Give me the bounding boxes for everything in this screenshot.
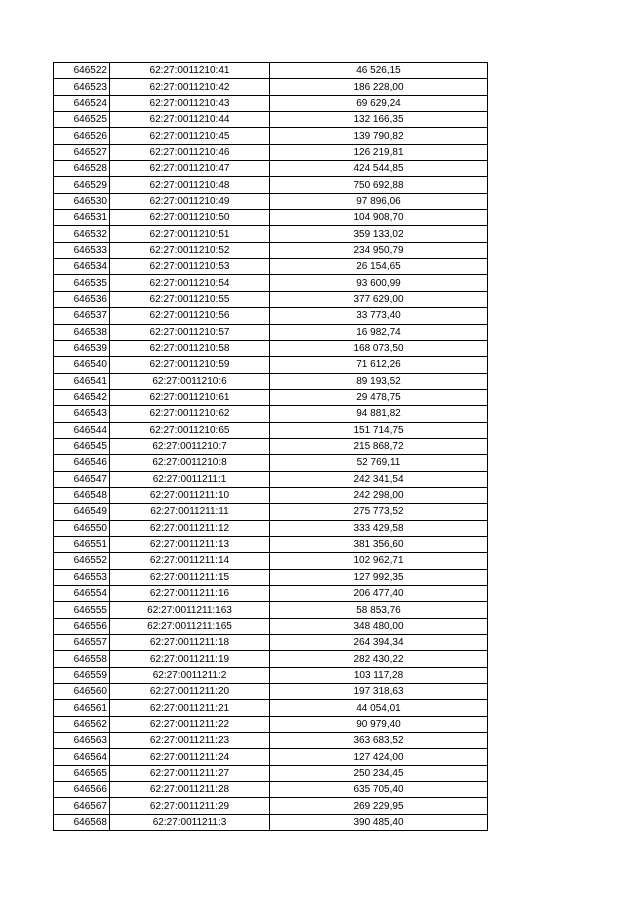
- table-row: [54, 193, 488, 209]
- cadastral-number-cell: 62:27:0011211:165: [110, 618, 270, 634]
- table-row: [54, 471, 488, 487]
- cadastral-value-cell: 363 683,52: [270, 733, 488, 749]
- cadastral-number-cell: 62:27:0011211:163: [110, 602, 270, 618]
- row-number-cell: 646562: [54, 716, 110, 732]
- table-row: [54, 226, 488, 242]
- row-number-cell: 646568: [54, 814, 110, 830]
- row-number-cell: 646541: [54, 373, 110, 389]
- cadastral-number-cell: 62:27:0011210:6: [110, 373, 270, 389]
- table-row: [54, 814, 488, 830]
- cadastral-value-cell: 69 629,24: [270, 95, 488, 111]
- table-row: [54, 340, 488, 356]
- cadastral-number-cell: 62:27:0011211:3: [110, 814, 270, 830]
- cadastral-value-cell: 132 166,35: [270, 112, 488, 128]
- cadastral-value-cell: 93 600,99: [270, 275, 488, 291]
- cadastral-number-cell: 62:27:0011211:23: [110, 733, 270, 749]
- cadastral-value-cell: 197 318,63: [270, 684, 488, 700]
- row-number-cell: 646565: [54, 765, 110, 781]
- cadastral-value-cell: 168 073,50: [270, 340, 488, 356]
- row-number-cell: 646558: [54, 651, 110, 667]
- row-number-cell: 646543: [54, 406, 110, 422]
- row-number-cell: 646534: [54, 259, 110, 275]
- cadastral-number-cell: 62:27:0011211:13: [110, 536, 270, 552]
- table-row: [54, 455, 488, 471]
- cadastral-number-cell: 62:27:0011210:8: [110, 455, 270, 471]
- cadastral-value-cell: 282 430,22: [270, 651, 488, 667]
- cadastral-value-cell: 242 341,54: [270, 471, 488, 487]
- row-number-cell: 646525: [54, 112, 110, 128]
- cadastral-number-cell: 62:27:0011210:52: [110, 242, 270, 258]
- cadastral-value-cell: 151 714,75: [270, 422, 488, 438]
- row-number-cell: 646554: [54, 586, 110, 602]
- cadastral-value-cell: 206 477,40: [270, 586, 488, 602]
- cadastral-value-cell: 333 429,58: [270, 520, 488, 536]
- cadastral-number-cell: 62:27:0011211:1: [110, 471, 270, 487]
- row-number-cell: 646561: [54, 700, 110, 716]
- row-number-cell: 646563: [54, 733, 110, 749]
- cadastral-number-cell: 62:27:0011211:27: [110, 765, 270, 781]
- table-row: [54, 667, 488, 683]
- cadastral-number-cell: 62:27:0011210:56: [110, 308, 270, 324]
- table-row: [54, 406, 488, 422]
- table-row: [54, 128, 488, 144]
- row-number-cell: 646544: [54, 422, 110, 438]
- row-number-cell: 646538: [54, 324, 110, 340]
- cadastral-value-cell: 424 544,85: [270, 161, 488, 177]
- cadastral-value-cell: 127 992,35: [270, 569, 488, 585]
- row-number-cell: 646566: [54, 782, 110, 798]
- table-row: [54, 389, 488, 405]
- row-number-cell: 646555: [54, 602, 110, 618]
- table-row: [54, 373, 488, 389]
- table-row: [54, 79, 488, 95]
- table-row: [54, 651, 488, 667]
- cadastral-value-cell: 58 853,76: [270, 602, 488, 618]
- cadastral-number-cell: 62:27:0011211:29: [110, 798, 270, 814]
- table-row: [54, 569, 488, 585]
- table-row: [54, 177, 488, 193]
- cadastral-number-cell: 62:27:0011210:47: [110, 161, 270, 177]
- cadastral-number-cell: 62:27:0011210:43: [110, 95, 270, 111]
- row-number-cell: 646552: [54, 553, 110, 569]
- row-number-cell: 646556: [54, 618, 110, 634]
- row-number-cell: 646533: [54, 242, 110, 258]
- table-row: [54, 504, 488, 520]
- table-row: [54, 765, 488, 781]
- cadastral-value-cell: 97 896,06: [270, 193, 488, 209]
- table-row: [54, 259, 488, 275]
- cadastral-value-cell: 52 769,11: [270, 455, 488, 471]
- table-row: [54, 733, 488, 749]
- table-row: [54, 749, 488, 765]
- table-row: [54, 242, 488, 258]
- table-row: [54, 422, 488, 438]
- table-row: [54, 716, 488, 732]
- cadastral-value-cell: 94 881,82: [270, 406, 488, 422]
- cadastral-number-cell: 62:27:0011211:20: [110, 684, 270, 700]
- cadastral-value-cell: 381 356,60: [270, 536, 488, 552]
- cadastral-number-cell: 62:27:0011210:46: [110, 144, 270, 160]
- cadastral-value-cell: 71 612,26: [270, 357, 488, 373]
- row-number-cell: 646548: [54, 487, 110, 503]
- cadastral-value-cell: 33 773,40: [270, 308, 488, 324]
- cadastral-number-cell: 62:27:0011210:53: [110, 259, 270, 275]
- cadastral-number-cell: 62:27:0011211:15: [110, 569, 270, 585]
- row-number-cell: 646542: [54, 389, 110, 405]
- row-number-cell: 646546: [54, 455, 110, 471]
- table-row: [54, 161, 488, 177]
- cadastral-value-cell: 16 982,74: [270, 324, 488, 340]
- cadastral-value-cell: 103 117,28: [270, 667, 488, 683]
- row-number-cell: 646527: [54, 144, 110, 160]
- row-number-cell: 646559: [54, 667, 110, 683]
- table-row: [54, 553, 488, 569]
- cadastral-number-cell: 62:27:0011210:42: [110, 79, 270, 95]
- cadastral-number-cell: 62:27:0011211:2: [110, 667, 270, 683]
- row-number-cell: 646553: [54, 569, 110, 585]
- cadastral-value-cell: 275 773,52: [270, 504, 488, 520]
- row-number-cell: 646539: [54, 340, 110, 356]
- table-row: [54, 586, 488, 602]
- row-number-cell: 646529: [54, 177, 110, 193]
- table-row: [54, 95, 488, 111]
- cadastral-value-cell: 89 193,52: [270, 373, 488, 389]
- cadastral-value-cell: 390 485,40: [270, 814, 488, 830]
- cadastral-value-cell: 635 705,40: [270, 782, 488, 798]
- cadastral-number-cell: 62:27:0011210:50: [110, 210, 270, 226]
- cadastral-number-cell: 62:27:0011211:21: [110, 700, 270, 716]
- cadastral-value-cell: 26 154,65: [270, 259, 488, 275]
- cadastral-value-cell: 186 228,00: [270, 79, 488, 95]
- table-row: [54, 308, 488, 324]
- row-number-cell: 646564: [54, 749, 110, 765]
- cadastral-number-cell: 62:27:0011211:14: [110, 553, 270, 569]
- table-row: [54, 210, 488, 226]
- row-number-cell: 646528: [54, 161, 110, 177]
- row-number-cell: 646536: [54, 291, 110, 307]
- row-number-cell: 646530: [54, 193, 110, 209]
- table-body: [54, 63, 488, 831]
- cadastral-value-cell: 377 629,00: [270, 291, 488, 307]
- row-number-cell: 646535: [54, 275, 110, 291]
- cadastral-value-cell: 102 962,71: [270, 553, 488, 569]
- row-number-cell: 646537: [54, 308, 110, 324]
- table-row: [54, 782, 488, 798]
- cadastral-value-cell: 44 054,01: [270, 700, 488, 716]
- cadastral-number-cell: 62:27:0011211:11: [110, 504, 270, 520]
- row-number-cell: 646522: [54, 63, 110, 79]
- table-row: [54, 357, 488, 373]
- table-row: [54, 520, 488, 536]
- cadastral-value-cell: 359 133,02: [270, 226, 488, 242]
- table-row: [54, 438, 488, 454]
- cadastral-number-cell: 62:27:0011210:58: [110, 340, 270, 356]
- row-number-cell: 646567: [54, 798, 110, 814]
- table-row: [54, 487, 488, 503]
- row-number-cell: 646550: [54, 520, 110, 536]
- cadastral-number-cell: 62:27:0011210:54: [110, 275, 270, 291]
- table-row: [54, 798, 488, 814]
- cadastral-value-cell: 264 394,34: [270, 635, 488, 651]
- cadastral-value-cell: 269 229,95: [270, 798, 488, 814]
- row-number-cell: 646549: [54, 504, 110, 520]
- cadastral-number-cell: 62:27:0011211:24: [110, 749, 270, 765]
- table-row: [54, 536, 488, 552]
- row-number-cell: 646523: [54, 79, 110, 95]
- table-row: [54, 275, 488, 291]
- cadastral-value-cell: 750 692,88: [270, 177, 488, 193]
- cadastral-value-cell: 104 908,70: [270, 210, 488, 226]
- table-row: [54, 684, 488, 700]
- cadastral-value-cell: 234 950,79: [270, 242, 488, 258]
- cadastral-value-cell: 126 219,81: [270, 144, 488, 160]
- row-number-cell: 646524: [54, 95, 110, 111]
- table-row: [54, 112, 488, 128]
- cadastral-number-cell: 62:27:0011210:41: [110, 63, 270, 79]
- cadastral-value-cell: 46 526,15: [270, 63, 488, 79]
- row-number-cell: 646531: [54, 210, 110, 226]
- cadastral-number-cell: 62:27:0011210:7: [110, 438, 270, 454]
- cadastral-value-cell: 127 424,00: [270, 749, 488, 765]
- cadastral-number-cell: 62:27:0011211:16: [110, 586, 270, 602]
- cadastral-number-cell: 62:27:0011210:44: [110, 112, 270, 128]
- cadastral-number-cell: 62:27:0011211:28: [110, 782, 270, 798]
- table-row: [54, 700, 488, 716]
- row-number-cell: 646551: [54, 536, 110, 552]
- cadastral-value-cell: 90 979,40: [270, 716, 488, 732]
- row-number-cell: 646545: [54, 438, 110, 454]
- cadastral-number-cell: 62:27:0011210:55: [110, 291, 270, 307]
- table-row: [54, 144, 488, 160]
- cadastral-number-cell: 62:27:0011210:45: [110, 128, 270, 144]
- cadastral-number-cell: 62:27:0011210:59: [110, 357, 270, 373]
- cadastral-value-cell: 29 478,75: [270, 389, 488, 405]
- table-row: [54, 324, 488, 340]
- cadastral-number-cell: 62:27:0011210:48: [110, 177, 270, 193]
- cadastral-value-cell: 250 234,45: [270, 765, 488, 781]
- cadastral-number-cell: 62:27:0011210:49: [110, 193, 270, 209]
- row-number-cell: 646560: [54, 684, 110, 700]
- table-row: [54, 63, 488, 79]
- row-number-cell: 646547: [54, 471, 110, 487]
- cadastral-value-cell: 348 480,00: [270, 618, 488, 634]
- cadastral-number-cell: 62:27:0011211:18: [110, 635, 270, 651]
- row-number-cell: 646526: [54, 128, 110, 144]
- cadastral-number-cell: 62:27:0011210:65: [110, 422, 270, 438]
- cadastral-value-table: [53, 62, 488, 831]
- cadastral-number-cell: 62:27:0011210:57: [110, 324, 270, 340]
- table-row: [54, 635, 488, 651]
- row-number-cell: 646557: [54, 635, 110, 651]
- cadastral-number-cell: 62:27:0011210:51: [110, 226, 270, 242]
- row-number-cell: 646532: [54, 226, 110, 242]
- cadastral-number-cell: 62:27:0011210:61: [110, 389, 270, 405]
- cadastral-number-cell: 62:27:0011211:22: [110, 716, 270, 732]
- row-number-cell: 646540: [54, 357, 110, 373]
- cadastral-number-cell: 62:27:0011211:10: [110, 487, 270, 503]
- cadastral-number-cell: 62:27:0011211:19: [110, 651, 270, 667]
- cadastral-value-cell: 215 868,72: [270, 438, 488, 454]
- cadastral-number-cell: 62:27:0011211:12: [110, 520, 270, 536]
- cadastral-value-cell: 242 298,00: [270, 487, 488, 503]
- cadastral-number-cell: 62:27:0011210:62: [110, 406, 270, 422]
- table-row: [54, 602, 488, 618]
- table-row: [54, 618, 488, 634]
- table-row: [54, 291, 488, 307]
- cadastral-value-cell: 139 790,82: [270, 128, 488, 144]
